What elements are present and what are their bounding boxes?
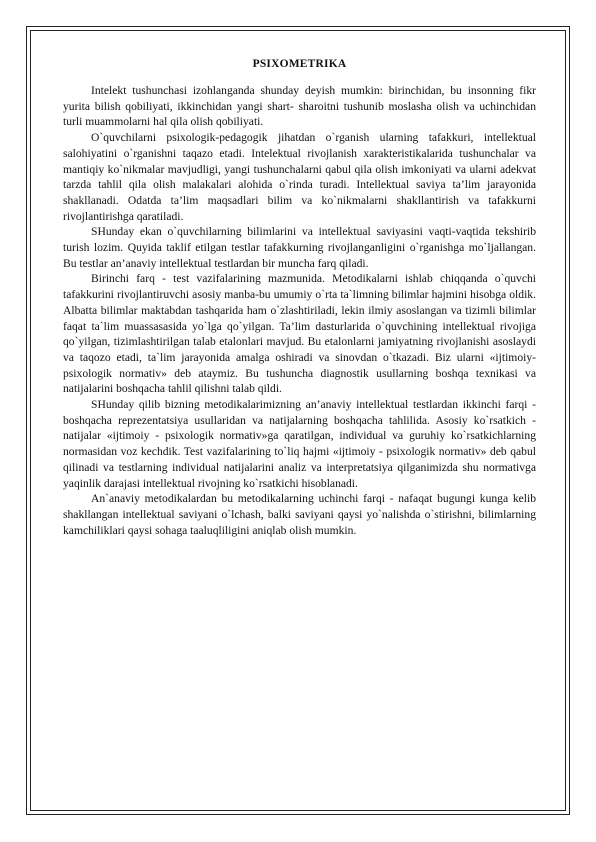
paragraph-second-difference: SHunday qilib bizning metodikalarimizning an’anaviy intellektual testlardan ikkinchi farqi - boshqacha reprezentatsiya usullaridan va natijalarning boshqacha tahlilida. Asosiy ko`rsatkich - natijalar «ijtimoiy - psixologik normativ»ga qaratilgan, individual va guruhiy ko`rsatkichlarning normasidan voz kechdik. Test vazifalarining to`liq hajmi «ijtimoiy - psixologik normativ» deb qabul qilinadi va testlarning individual natijalarini analiz va interpretatsiya qilganimizda shu normativga yaqinlik darajasi intellektual rivojning ko`rsatkichi hisoblanadi. xyxy=(63,398,536,490)
paragraph-third-difference: An`anaviy metodikalardan bu metodikalarning uchinchi farqi - nafaqat bugungi kunga kelib shakllangan intellektual saviyani o`lchash, balki saviyani qaysi yo`nalishda o`stirishni, bilimlarning kamchiliklari qaysi sohaga taaluqliligini aniqlab olish mumkin. xyxy=(63,492,536,537)
paragraph-psychological-study: O`quvchilarni psixologik-pedagogik jihatdan o`rganish ularning tafakkuri, intellektual salohiyatini o`rganishni taqazo etadi. Intelektual rivojlanish xarakteristikalarida tushunchalar va mantiqiy ko`nikmalar mavjudligi, yangi tushunchalarni qabul qila olish imkoniyati va ularni adekvat tarzda tahlil qila olish malakalari alohida o`rinda turadi. Intellektual saviya ta’lim jarayonida shakllanadi. Odatda ta’lim maqsadlari bilim va ko`nikmalarni shakllantirish va tafakkurni rivojlantirishga qaratiladi. xyxy=(63,131,536,223)
document-body xyxy=(63,56,536,538)
paragraph-intelekt-definition: Intelekt tushunchasi izohlanganda shunday deyish mumkin: birinchidan, bu insonning fikr yurita bilish qobiliyati, ikkinchidan yangi shart- sharoitni tushunib moslasha olish va uchinchidan turli muammolarni hal qila olish qobiliyati. xyxy=(63,84,536,129)
paragraph-first-difference: Birinchi farq - test vazifalarining mazmunida. Metodikalarni ishlab chiqqanda o`quvchi tafakkurini rivojlantiruvchi asosiy manba-bu umumiy o`rta ta`limning bilimlar hajmini hisobga oldik. Albatta bilimlar maktabdan tashqarida ham o`zlashtiriladi, lekin ilmiy asoslangan va tizimli bilimlar faqat ta`lim muassasasida yo`lga qo`yilgan. Ta’lim dasturlarida o`quvchining intellektual rivojiga qo`yilgan, tizimlashtirilgan talab etalonlari mavjud. Bu etalonlarni jamiyatning rivojlanishi asoslaydi va taqozo etadi, ta`lim jarayonida amalga oshiradi va sinovdan o`tkazadi. Biz ularni «ijtimoiy-psixologik normativ» deb ataymiz. Bu tushuncha diagnostik usullarning boshqa texnikasi va natijalarini boshqacha tahlil qilishni talab qildi. xyxy=(63,272,536,396)
document-title: PSIXOMETRIKA xyxy=(252,58,347,70)
paragraph-testing-need: SHunday ekan o`quvchilarning bilimlarini va intellektual saviyasini vaqti-vaqtida tekshirib turish lozim. Quyida taklif etilgan testlar tafakkurning rivojlanganligini o`rganishga mo`ljallangan. Bu testlar an’anaviy intellektual testlardan bir muncha farq qiladi. xyxy=(63,225,536,270)
